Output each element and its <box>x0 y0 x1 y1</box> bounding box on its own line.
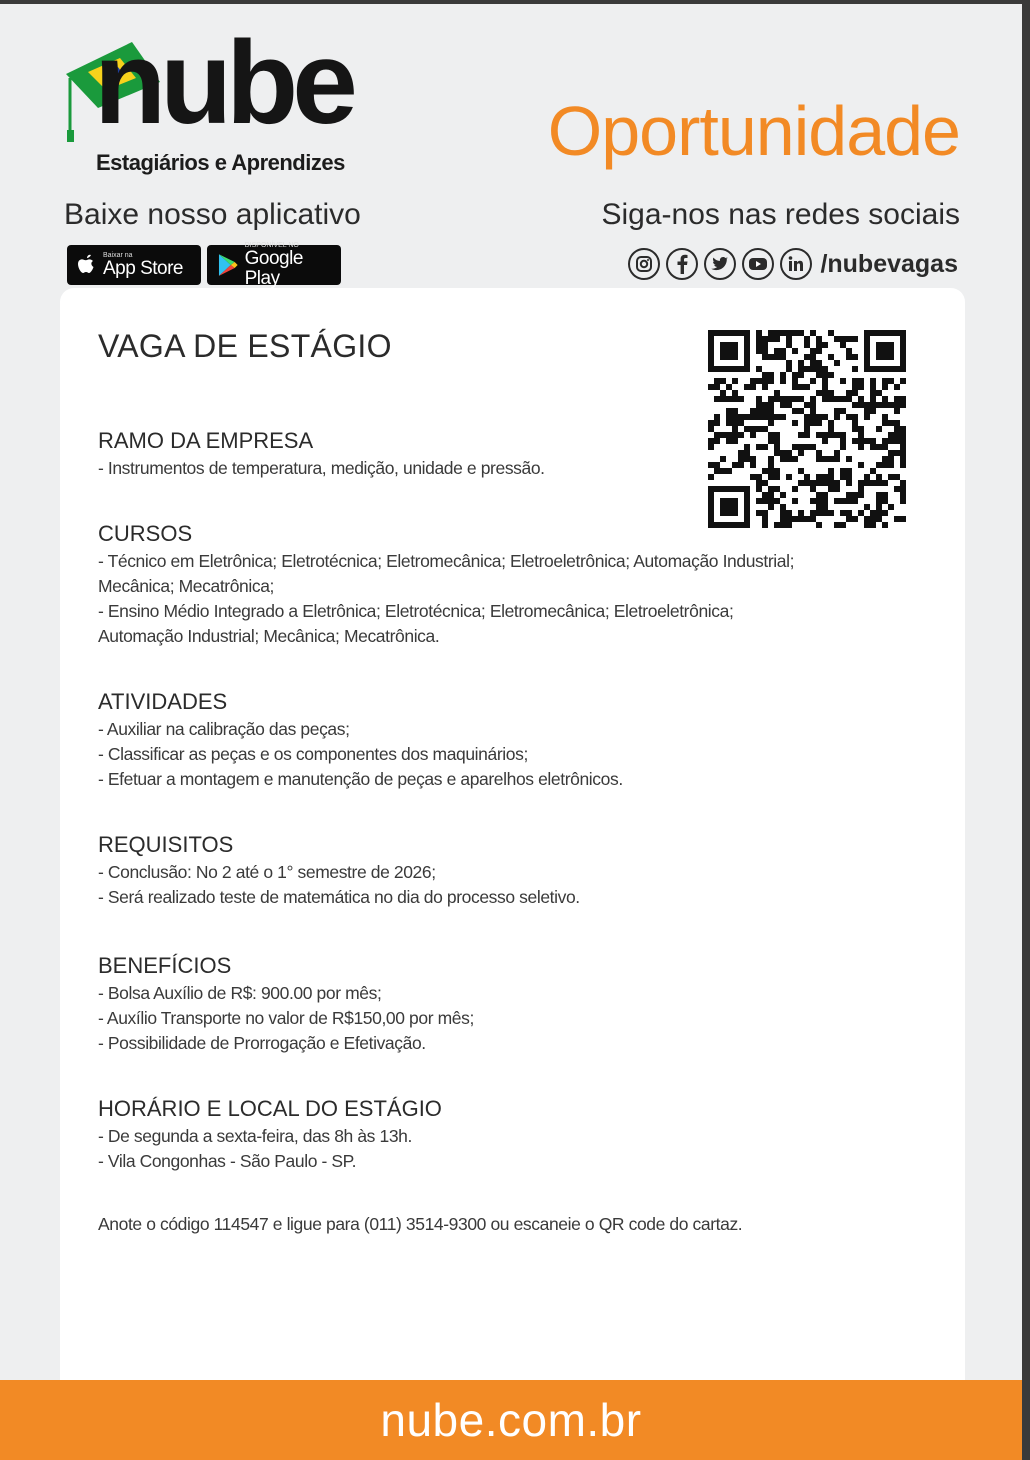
section-beneficios <box>98 953 938 1056</box>
linkedin-icon[interactable] <box>780 248 812 280</box>
section-line: - Auxílio Transporte no valor de R$150,00 por mês; <box>98 1008 474 1028</box>
section-title: BENEFÍCIOS <box>98 953 232 978</box>
contact-note: Anote o código 114547 e ligue para (011) 3514-9300 ou escaneie o QR code do cartaz. <box>98 1214 743 1234</box>
section-horario-local <box>98 1096 938 1174</box>
social-links <box>628 246 958 282</box>
apple-icon <box>77 253 97 277</box>
section-line: Automação Industrial; Mecânica; Mecatrônica. <box>98 626 440 646</box>
section-line: - Bolsa Auxílio de R$: 900.00 por mês; <box>98 983 382 1003</box>
logo-subtitle: Estagiários e Aprendizes <box>96 150 345 175</box>
section-title: ATIVIDADES <box>98 689 228 714</box>
social-handle: /nubevagas <box>820 249 958 278</box>
app-store-button[interactable] <box>67 245 201 285</box>
website-link[interactable]: nube.com.br <box>380 1394 642 1446</box>
section-line: - Efetuar a montagem e manutenção de peças e aparelhos eletrônicos. <box>98 769 623 789</box>
section-line: - Conclusão: No 2 até o 1° semestre de 2026; <box>98 862 436 882</box>
section-ramo <box>98 428 938 481</box>
social-title: Siga-nos nas redes sociais <box>601 198 960 231</box>
section-line: - Técnico em Eletrônica; Eletrotécnica; Eletromecânica; Eletroeletrônica; Automação Industrial; <box>98 551 795 571</box>
section-title: REQUISITOS <box>98 832 234 857</box>
job-card <box>60 288 965 1408</box>
section-line: - Classificar as peças e os componentes dos maquinários; <box>98 744 528 764</box>
app-download-title: Baixe nosso aplicativo <box>64 198 361 231</box>
section-line: - De segunda a sexta-feira, das 8h às 13h. <box>98 1126 412 1146</box>
section-requisitos <box>98 832 938 910</box>
logo-wordmark: nube <box>94 17 352 149</box>
youtube-icon[interactable] <box>742 248 774 280</box>
twitter-icon[interactable] <box>704 248 736 280</box>
footer-bar <box>0 1380 1022 1460</box>
nube-logo <box>62 17 382 178</box>
section-line: - Possibilidade de Prorrogação e Efetivação. <box>98 1033 426 1053</box>
section-title: HORÁRIO E LOCAL DO ESTÁGIO <box>98 1096 442 1121</box>
section-title: CURSOS <box>98 521 193 546</box>
section-cursos <box>98 521 938 649</box>
google-play-small-text: DISPONÍVEL NO <box>244 241 299 249</box>
poster-page <box>0 4 1022 1460</box>
section-atividades <box>98 689 938 792</box>
app-store-small-text: Baixar na <box>103 251 133 259</box>
headline: Oportunidade <box>547 92 960 170</box>
section-line: - Instrumentos de temperatura, medição, unidade e pressão. <box>98 458 545 478</box>
app-store-label: App Store <box>103 257 183 279</box>
google-play-label: Google Play <box>244 247 303 289</box>
section-line: Mecânica; Mecatrônica; <box>98 576 275 596</box>
section-line: - Será realizado teste de matemática no dia do processo seletivo. <box>98 887 580 907</box>
google-play-icon <box>217 253 239 277</box>
instagram-icon[interactable] <box>628 248 660 280</box>
job-title: VAGA DE ESTÁGIO <box>98 328 392 364</box>
facebook-icon[interactable] <box>666 248 698 280</box>
section-title: RAMO DA EMPRESA <box>98 428 314 453</box>
section-line: - Auxiliar na calibração das peças; <box>98 719 350 739</box>
section-line: - Ensino Médio Integrado a Eletrônica; Eletrotécnica; Eletromecânica; Eletroeletrônica; <box>98 601 734 621</box>
google-play-button[interactable] <box>207 241 341 289</box>
section-line: - Vila Congonhas - São Paulo - SP. <box>98 1151 357 1171</box>
